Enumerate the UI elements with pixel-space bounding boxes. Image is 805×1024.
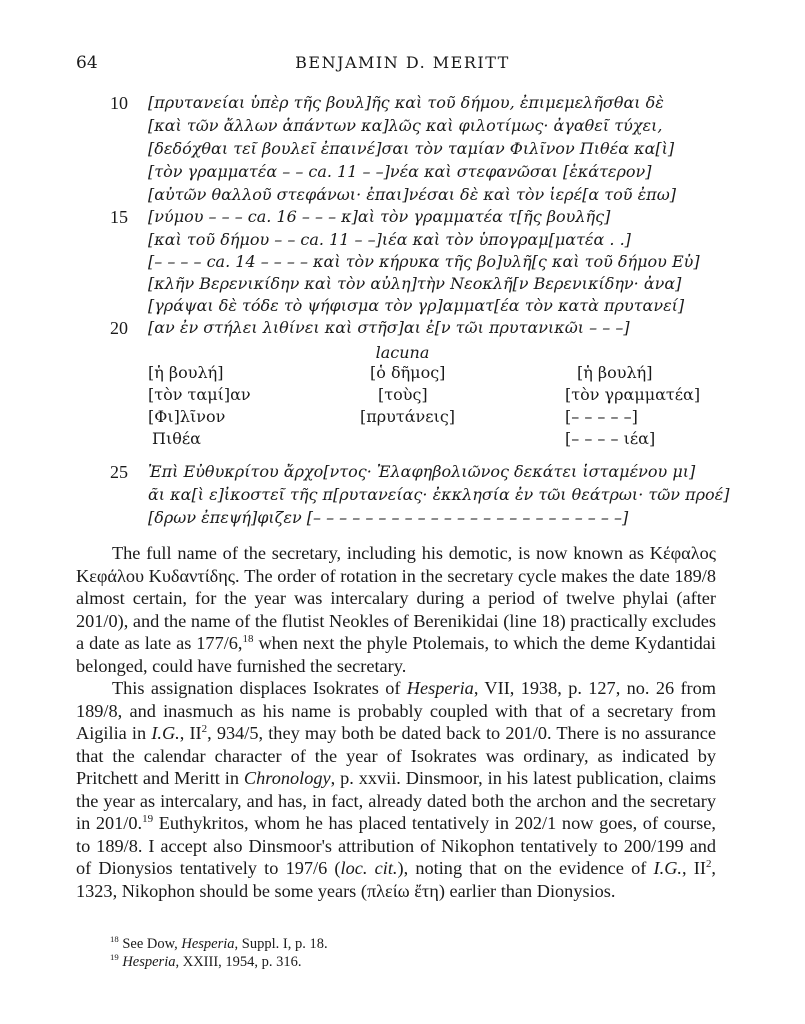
footnote-19: $^{19}$ Hesperia, XXIII, 1954, p. 316.	[110, 952, 302, 970]
line-text: ᾶι κα[ὶ ε]ἰκοστεῖ τῆς π[ρυτανείας· ἐκκλησία ἐν τῶι θεάτρωι· τῶν προέ]	[148, 485, 730, 504]
crown-column-left	[148, 362, 251, 450]
crown-text: [πρυτάνεις]	[360, 407, 456, 426]
inscription-line	[0, 207, 805, 229]
lacuna-label: lacuna	[375, 343, 430, 362]
line-text: [καὶ τῶν ἄλλων ἁπάντων κα]λῶς καὶ φιλοτίμως· ἀγαθεῖ τύχει,	[148, 116, 663, 135]
line-text: Ἐπὶ Εὐθυκρίτου ἄρχο[ντος· Ἐλαφηβολιῶνος δεκάτει ἱσταμένου μι]	[148, 462, 696, 481]
page-number: 64	[76, 53, 98, 73]
crown-column-middle	[360, 362, 455, 428]
line-text: [δρων ἐπεψή]φιζεν [– – – – – – – – – – – – – – – – – – – – – – – –]	[148, 508, 629, 527]
line-number: 15	[110, 207, 128, 227]
line-text: [– – – – ca. 14 – – – – καὶ τὸν κήρυκα τῆς βο]υλῆ[ς καὶ τοῦ δήμου Εὐ]	[148, 252, 700, 271]
line-text: [τὸν γραμματέα – – ca. 11 – –]νέα καὶ στεφανῶσαι [ἑκάτερον]	[148, 162, 652, 181]
crown-text: [ἡ βουλή]	[148, 363, 224, 382]
crown-text: Πιθέα	[152, 429, 201, 448]
inscription-line	[0, 485, 805, 507]
footnote-ref[interactable]: 19	[142, 812, 154, 825]
footnotes	[110, 935, 328, 971]
paragraph: This assignation displaces Isokrates of Hesperia, VII, 1938, p. 127, no. 26 from 189/8, and inasmuch as his name is probably coupled with that of a secretary from Aigilia in I.G., $II^2$, 934/5, they may both be dated back to 201/0. There is no assurance that the calendar character of the year of Isokrates was ordinary, as indicated by Pritchett and Meritt in Chronology, p. xxvii. Dinsmoor, in his latest publication, claims the year as intercalary, and has, in fact, already dated both the archon and the secretary in 201/0.19 Euthykritos, whom he has placed tentatively in 202/1 now goes, of course, to 189/8. I accept also Dinsmoor's attribution of Nikophon tentatively to 200/199 and of Dionysios tentatively to 197/6 (loc. cit.), noting that on the evidence of I.G., $II^2$, 1323, Nikophon should be some years (πλείω ἔτη) earlier than Dionysios.	[76, 678, 717, 901]
line-number: 25	[110, 462, 128, 482]
crown-column-right	[565, 362, 700, 450]
inscription-line	[0, 296, 805, 318]
line-number: 10	[110, 93, 128, 113]
crown-text: [τὸν ταμί]αν	[148, 385, 251, 404]
inscription-line	[0, 318, 805, 340]
inscription-line	[0, 139, 805, 161]
line-text: [δεδόχθαι τεῖ βουλεῖ ἐπαινέ]σαι τὸν ταμίαν Φιλῖνον Πιθέα κα[ὶ]	[148, 139, 675, 158]
line-text: [αν ἐν στήλει λιθίνει καὶ στῆσ]αι ἐ[ν τῶι πρυτανικῶι – – –]	[148, 318, 630, 337]
crown-text: [τὸν γραμματέα]	[565, 385, 701, 404]
footnote-ref[interactable]: 18	[242, 632, 254, 645]
crown-text: [– – – – ιέα]	[565, 429, 656, 448]
running-head: BENJAMIN D. MERITT	[295, 53, 510, 72]
inscription-line	[0, 185, 805, 207]
line-text: [νύμου – – – ca. 16 – – – κ]αὶ τὸν γραμματέα τ[ῆς βουλῆς]	[148, 207, 611, 226]
inscription-line	[0, 230, 805, 252]
inscription-line	[0, 274, 805, 296]
inscription-line	[0, 162, 805, 184]
crown-text: [τοὺς]	[378, 385, 428, 404]
line-text: [καὶ τοῦ δήμου – – ca. 11 – –]ιέα καὶ τὸν ὑπογραμ[ματέα . .]	[148, 230, 631, 249]
crown-text: [– – – – –]	[565, 407, 638, 426]
inscription-line	[0, 462, 805, 484]
line-text: [γράψαι δὲ τόδε τὸ ψήφισμα τὸν γρ]αμματ[έα τὸν κατὰ πρυτανεί]	[148, 296, 685, 315]
body-text	[76, 542, 716, 902]
paragraph: The full name of the secretary, including his demotic, is now known as Κέφαλος Κεφάλου Κυδαντίδης. The order of rotation in the secretary cycle makes the date 189/8 almost certain, for the year was intercalary during a period of twelve phylai (after 201/0), and the name of the flutist Neokles of Berenikidai (line 18) practically excludes a date as late as 177/6,18 when next the phyle Ptolemais, to which the deme Kydantidai belonged, could have furnished the secretary.	[76, 543, 716, 676]
inscription-line	[0, 508, 805, 530]
line-text: [πρυτανείαι ὑπὲρ τῆς βουλ]ῆς καὶ τοῦ δήμου, ἐπιμεμελῆσθαι δὲ	[148, 93, 664, 112]
inscription-line	[0, 252, 805, 274]
footnote-18: $^{18}$ See Dow, Hesperia, Suppl. I, p. 18.	[110, 934, 328, 952]
crown-text: [ἡ βουλή]	[577, 363, 653, 382]
crown-text: [ὁ δῆμος]	[370, 363, 446, 382]
crown-text: [Φι]λῖνον	[148, 407, 226, 426]
line-number: 20	[110, 318, 128, 338]
inscription-line	[0, 116, 805, 138]
line-text: [αὐτῶν θαλλοῦ στεφάνωι· ἐπαι]νέσαι δὲ καὶ τὸν ἱερέ[α τοῦ ἐπω]	[148, 185, 676, 204]
line-text: [κλῆν Βερενικίδην καὶ τὸν αὐλη]τὴν Νεοκλῆ[ν Βερενικίδην· ἀνα]	[148, 274, 682, 293]
inscription-line	[0, 93, 805, 115]
